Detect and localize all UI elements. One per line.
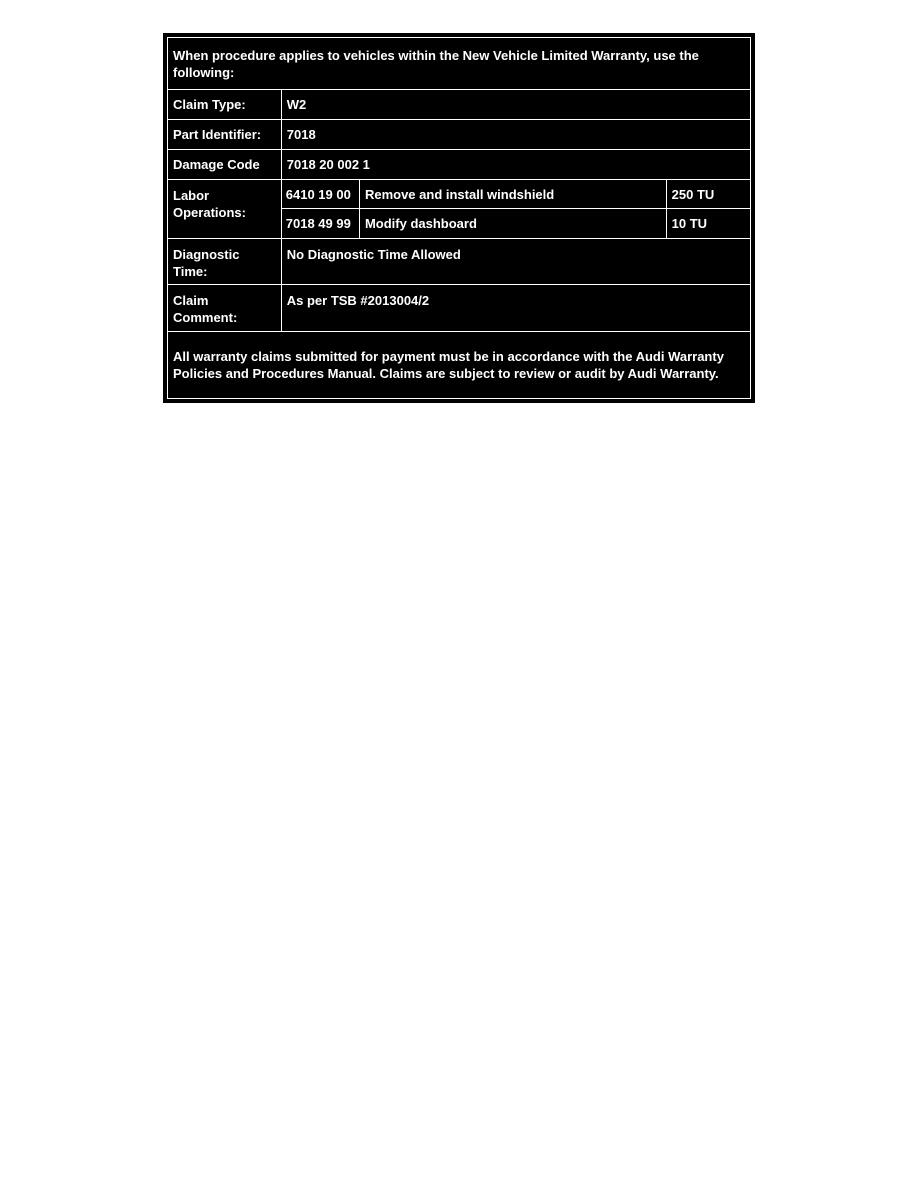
labor-operation-description: Modify dashboard <box>359 209 666 239</box>
header-row <box>168 38 751 90</box>
damage-code-row <box>168 150 751 180</box>
labor-operation-tu: 10 TU <box>666 209 750 239</box>
part-identifier-label: Part Identifier: <box>168 120 282 150</box>
part-identifier-value: 7018 <box>281 120 750 150</box>
warranty-footer: All warranty claims submitted for payment must be in accordance with the Audi Warranty Policies and Procedures Manual. Claims are subject to review or audit by Audi Warranty. <box>168 332 751 399</box>
warranty-table <box>167 37 751 399</box>
labor-operation-tu: 250 TU <box>666 180 750 209</box>
part-identifier-row <box>168 120 751 150</box>
claim-comment-value: As per TSB #2013004/2 <box>281 285 750 332</box>
labor-operation-code: 7018 49 99 <box>281 209 359 239</box>
labor-operation-code: 6410 19 00 <box>281 180 359 209</box>
damage-code-value: 7018 20 002 1 <box>281 150 750 180</box>
labor-operation-row <box>168 180 751 209</box>
claim-type-value: W2 <box>281 90 750 120</box>
diagnostic-time-label: Diagnostic Time: <box>168 239 282 285</box>
diagnostic-time-row <box>168 239 751 285</box>
labor-operations-label: Labor Operations: <box>168 180 282 239</box>
warranty-header: When procedure applies to vehicles within the New Vehicle Limited Warranty, use the following: <box>168 38 751 90</box>
footer-row <box>168 332 751 399</box>
warranty-panel <box>163 33 755 403</box>
claim-type-label: Claim Type: <box>168 90 282 120</box>
claim-type-row <box>168 90 751 120</box>
labor-operation-description: Remove and install windshield <box>359 180 666 209</box>
diagnostic-time-value: No Diagnostic Time Allowed <box>281 239 750 285</box>
claim-comment-label: Claim Comment: <box>168 285 282 332</box>
claim-comment-row <box>168 285 751 332</box>
damage-code-label: Damage Code <box>168 150 282 180</box>
